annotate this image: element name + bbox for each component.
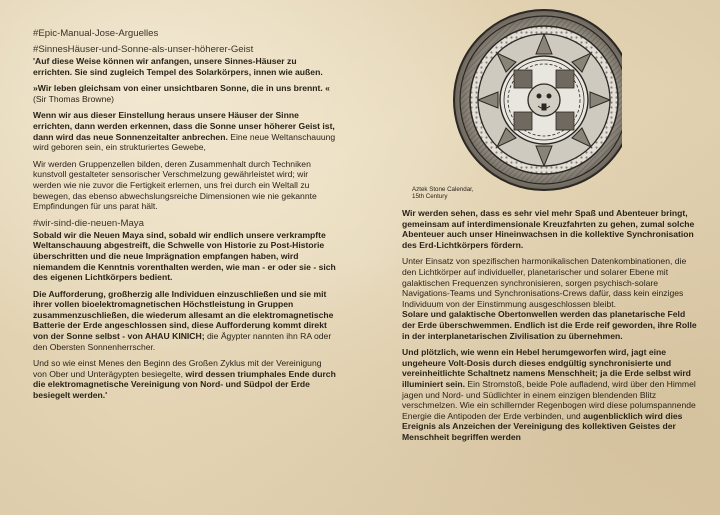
- menes-bold: wird dessen triumphales Ende durch die elektromagnetische Vereinigung von Nord- und Südpol der Erde besiegelt werden.': [33, 368, 336, 401]
- quote-author: (Sir Thomas Browne): [33, 93, 115, 104]
- aufforderung-bold: Die Aufforderung, großherzig alle Individuen einzuschließen und sie mit ihrer vollen bioelektromagnetischen Höchstleistung in Gruppen zusammenzuschließen, die wiederum allesamt an die elektromagnetische Batterie der Erde angeschlossen sind, diese Aufforderung kommt direkt von der Sonne selbst - von AHAU KINICH;: [33, 288, 334, 342]
- hashtag-neue-maya: #wir-sind-die-neuen-Maya: [33, 217, 144, 229]
- hashtag-sinneshaeuser: #SinnesHäuser-und-Sonne-als-unser-höherer-Geist: [33, 44, 254, 55]
- aufforderung-normal: die Ägypter nannten ihn RA oder den Obersten Sonnenherrscher.: [33, 331, 332, 352]
- caption-line-2: 15th Century: [412, 193, 448, 201]
- sonnenzeitalter-bold: Wenn wir aus dieser Einstellung heraus unsere Häuser der Sinne errichten, dann werden erkennen, dass die Sonne unser höherer Geist ist, dann wird das neue Sonnenzeitalter anbrechen.: [33, 110, 335, 142]
- paragraph-aufforderung: [33, 289, 337, 353]
- right-column: [402, 208, 698, 448]
- caption-line-1: Aztek Stone Calendar,: [412, 186, 474, 193]
- paragraph-menes: [33, 358, 337, 400]
- volt-bold-end: augenblicklich wird dies Ereignis als Anzeichen der Vereinigung des kollektiven Geistes der Menschheit begriffen werden: [402, 410, 683, 442]
- volt-bold: Und plötzlich, wie wenn ein Hebel herumgeworfen wird, jagt eine ungeheure Volt-Dosis durch dieses endgültig synchronisierte und vereinheitlichte Schaltnetz namens Menschheit; ja die Erde selbst wird illuminiert sein.: [402, 347, 691, 389]
- quote-thomas-browne: [33, 83, 337, 104]
- paragraph-obertonwellen: Solare und galaktische Obertonwellen werden das planetarische Feld der Erde überschwemmen. Endlich ist die Erde reif geworden, ihre Rolle in der interplanetarischen Zivilisation zu übernehmen.: [402, 309, 697, 341]
- paragraph-gruppenzellen: Wir werden Gruppenzellen bilden, deren Zusammenhalt durch Techniken kunstvoll gestalteter sensorischer Verschmelzung gewährleistet wird; wir werden wie nie zuvor die Fertigkeit erlernen, uns frei durch ein Weltall zu bewegen, das ebenso abwechslungsreiche Dimensionen wie nie gekannte Empfindungen für uns parat hält.: [33, 158, 317, 212]
- sonnenzeitalter-normal: Eine neue Weltanschauung wird geboren sein, ein strukturiertes Gewebe,: [33, 131, 336, 153]
- menes-normal: Und so wie einst Menes den Beginn des Großen Zyklus mit der Vereinigung von Ober und Unterägypten besiegelte,: [33, 358, 322, 379]
- paragraph-sonnenzeitalter: [33, 110, 337, 152]
- paragraph-navigations-teams: Unter Einsatz von spezifischen harmonikalischen Datenkombinationen, die den Lichtkörper auf individueller, planetarischer und solarer Ebene mit galaktischen Frequenzen synchronisieren, sorgen psychisch-solare Navigations-Teams und Synchronisations-Crews dafür, dass kein einziges Individuum von der Einstimmung ausgeschlossen bleibt.: [402, 256, 687, 309]
- volt-normal: Ein Stromstoß, beide Pole aufladend, wird über den Himmel jagen und Nord- und Südlichter in einem einzigen blendenden Blitz verschmelzen. Wie ein schillernder Regenbogen wird diese polumspannende Energie die Antipoden der Erde verbinden, und: [402, 378, 696, 421]
- aztec-calendar-image: [412, 8, 622, 213]
- hashtag-epic-manual: #Epic-Manual-Jose-Arguelles: [33, 28, 159, 39]
- paragraph-neue-maya: Sobald wir die Neuen Maya sind, sobald wir endlich unsere verkrampfte Weltanschauung abgestreift, die Schwelle von Historie zu Post-Historie überschritten und die neue Imprägnation empfangen haben, wird niemandem die Kenntnis vorenthalten werden, wie man - er oder sie - sich des eigenen Lichtkörpers bedient.: [33, 229, 336, 283]
- sun-stone-icon: [412, 8, 622, 213]
- left-column: [33, 28, 337, 407]
- figure-caption: [412, 186, 492, 201]
- paragraph-volt-dosis: [402, 347, 698, 442]
- paragraph-kreuzfahrten: Wir werden sehen, dass es sehr viel mehr Spaß und Abenteuer bringt, gemeinsam auf interdimensionale Kreuzfahrten zu gehen, zumal solche Abenteuer auch unser Hineinwachsen in die kollektive Synchronisation des Erd-Lichtkörpers fördern.: [402, 208, 695, 250]
- paragraph-sinnes-haeuser: 'Auf diese Weise können wir anfangen, unsere Sinnes-Häuser zu errichten. Sie sind zugleich Tempel des Solarkörpers, innen wie außen.: [33, 56, 323, 77]
- quote-text: »Wir leben gleichsam von einer unsichtbaren Sonne, die in uns brennt. «: [33, 83, 330, 94]
